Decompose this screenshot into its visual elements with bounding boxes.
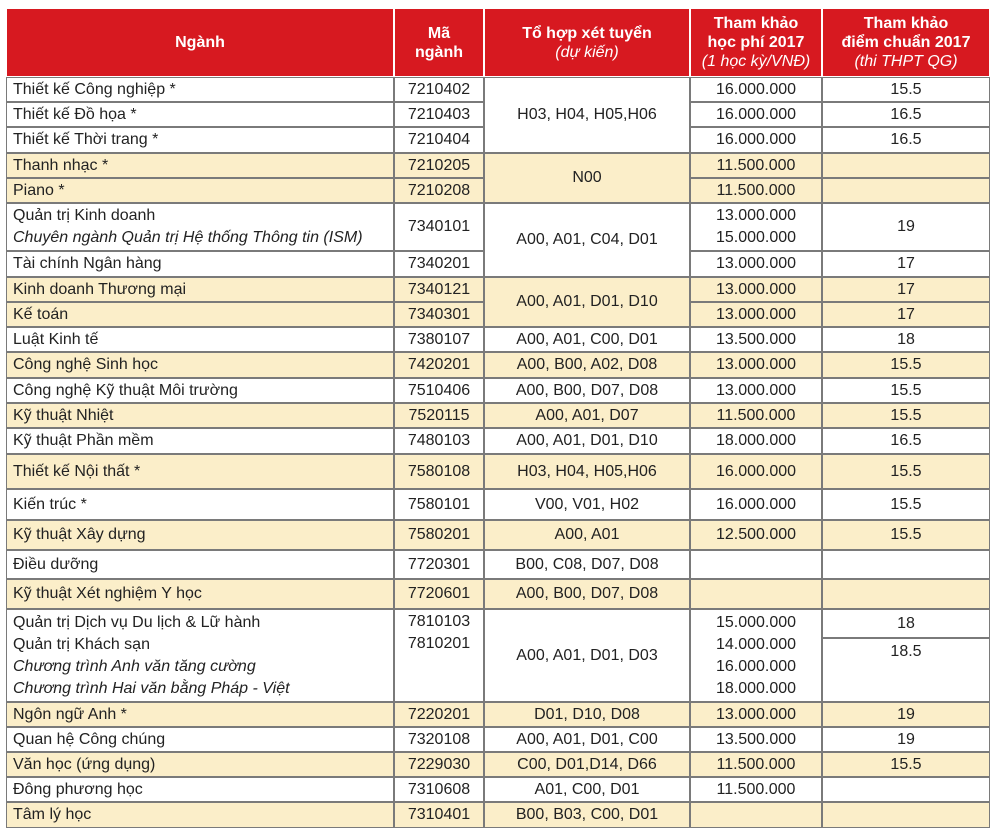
row-score-text: 15.5 bbox=[890, 406, 922, 424]
row-fee-text: 18.000.000 bbox=[715, 432, 797, 449]
table-row bbox=[6, 403, 394, 428]
row-combo bbox=[484, 327, 690, 352]
row-fee-text: 16.000.000 bbox=[715, 80, 797, 98]
row-name: Kế toán bbox=[13, 305, 69, 323]
table-row bbox=[6, 127, 394, 153]
row-name: Công nghệ Kỹ thuật Môi trường bbox=[13, 381, 238, 399]
row-fee bbox=[690, 802, 822, 828]
row-code-text: 7580108 bbox=[407, 462, 471, 480]
row-score-text: 18 bbox=[897, 614, 915, 632]
row-code-text: 7340201 bbox=[407, 255, 471, 272]
row-score-text: 15.5 bbox=[890, 80, 922, 98]
row-fee bbox=[690, 153, 822, 178]
row-name: Thiết kế Công nghiệp * bbox=[13, 80, 176, 98]
row-code bbox=[394, 777, 484, 802]
row-fee bbox=[690, 520, 822, 550]
row-code bbox=[394, 579, 484, 609]
row-fee-text: 11.500.000 bbox=[716, 780, 796, 798]
row-score bbox=[822, 327, 990, 352]
row-combo bbox=[484, 454, 690, 489]
table-row bbox=[6, 77, 394, 102]
row-name: Kỹ thuật Xây dựng bbox=[13, 526, 146, 543]
row-code bbox=[394, 403, 484, 428]
header-ma-line2: ngành bbox=[415, 43, 463, 61]
row-fee-text: 13.500.000 bbox=[715, 330, 797, 348]
row-code bbox=[394, 127, 484, 153]
row-score-text: 15.5 bbox=[890, 495, 922, 513]
row-fee-text: 16.000.000 bbox=[715, 495, 797, 513]
row-name: Tài chính Ngân hàng bbox=[13, 255, 162, 272]
row-fee bbox=[690, 127, 822, 153]
row-score bbox=[822, 403, 990, 428]
row-score-text: 16.5 bbox=[890, 432, 922, 449]
row-score bbox=[822, 550, 990, 579]
row-code-text: 7220201 bbox=[407, 705, 471, 723]
row-score-text: 16.5 bbox=[890, 131, 922, 148]
row-fee bbox=[690, 352, 822, 378]
row-name: Kỹ thuật Phần mềm bbox=[13, 432, 154, 449]
row-fee-text: 13.000.000 bbox=[715, 280, 797, 298]
row-combo-text: B00, B03, C00, D01 bbox=[515, 806, 659, 823]
row-code-text: 7810103 bbox=[407, 613, 471, 630]
row-fee-text: 13.000.000 bbox=[715, 705, 797, 723]
row-fee bbox=[690, 378, 822, 403]
row-score bbox=[822, 251, 990, 277]
row-score bbox=[822, 302, 990, 327]
row-combo-text: A00, A01, D07 bbox=[535, 406, 639, 424]
row-code-text: 7520115 bbox=[408, 406, 470, 424]
header-diem-line1: Tham khảo bbox=[863, 15, 949, 32]
row-combo bbox=[484, 579, 690, 609]
table-row bbox=[6, 752, 394, 777]
row-fee-text: 15.000.000 bbox=[715, 613, 797, 631]
combo-text: A00, A01, C04, D01 bbox=[516, 231, 658, 248]
combo-text: N00 bbox=[572, 169, 602, 186]
table-row bbox=[6, 102, 394, 127]
row-combo bbox=[484, 428, 690, 454]
row-name: Quan hệ Công chúng bbox=[13, 730, 166, 748]
admission-table bbox=[6, 8, 990, 822]
row-score-text: 17 bbox=[897, 255, 915, 272]
row-fee-text: 16.000.000 bbox=[715, 131, 797, 148]
row-fee bbox=[690, 77, 822, 102]
row-code bbox=[394, 352, 484, 378]
header-diem-chuan bbox=[822, 8, 990, 77]
row-fee-text: 11.500.000 bbox=[716, 181, 796, 199]
row-combo-text: A00, A01 bbox=[554, 526, 620, 543]
row-score-text: 19 bbox=[897, 218, 915, 235]
header-nganh-label: Ngành bbox=[175, 34, 225, 51]
header-hoc-phi bbox=[690, 8, 822, 77]
row-name: Thiết kế Đồ họa * bbox=[13, 105, 137, 123]
row-code-text: 7720601 bbox=[407, 585, 471, 602]
row-score bbox=[822, 203, 990, 251]
row-fee-text: 13.000.000 bbox=[715, 255, 797, 272]
row-code-text: 7310608 bbox=[407, 780, 471, 798]
row-code bbox=[394, 520, 484, 550]
row-name-4: Chương trình Hai văn bằng Pháp - Việt bbox=[13, 679, 290, 697]
row-code-text: 7480103 bbox=[407, 432, 471, 449]
table-row bbox=[6, 378, 394, 403]
row-name: Kiến trúc * bbox=[13, 495, 87, 513]
row-score bbox=[822, 579, 990, 609]
row-fee-text-3: 16.000.000 bbox=[715, 657, 797, 675]
row-code-text: 7380107 bbox=[407, 330, 471, 348]
table-row bbox=[6, 609, 394, 702]
table-row bbox=[6, 277, 394, 302]
row-combo-text: D01, D10, D08 bbox=[534, 705, 640, 723]
row-code bbox=[394, 550, 484, 579]
row-code bbox=[394, 489, 484, 520]
row-code bbox=[394, 378, 484, 403]
row-code bbox=[394, 153, 484, 178]
table-row bbox=[6, 454, 394, 489]
row-code bbox=[394, 609, 484, 702]
row-fee-text-2: 15.000.000 bbox=[715, 229, 797, 246]
row-combo-text: A00, A01, D01, C00 bbox=[516, 730, 658, 748]
row-combo bbox=[484, 378, 690, 403]
row-combo-text: A00, B00, D07, D08 bbox=[515, 381, 659, 399]
row-name: Tâm lý học bbox=[13, 806, 92, 823]
row-name: Kỹ thuật Xét nghiệm Y học bbox=[13, 585, 202, 602]
row-code-text: 7210208 bbox=[407, 181, 471, 199]
row-combo-text: B00, C08, D07, D08 bbox=[515, 555, 659, 573]
row-fee-text: 11.500.000 bbox=[716, 156, 796, 174]
row-combo-text: H03, H04, H05,H06 bbox=[517, 462, 657, 480]
row-combo bbox=[484, 352, 690, 378]
table-row bbox=[6, 727, 394, 752]
row-score bbox=[822, 277, 990, 302]
row-score-text: 15.5 bbox=[890, 526, 922, 543]
row-score-text-2: 18.5 bbox=[890, 643, 922, 660]
row-name: Điều dưỡng bbox=[13, 555, 99, 573]
row-combo bbox=[484, 489, 690, 520]
row-score bbox=[822, 802, 990, 828]
row-fee-text-4: 18.000.000 bbox=[715, 679, 797, 697]
row-score bbox=[822, 702, 990, 727]
row-fee-text: 11.500.000 bbox=[716, 406, 796, 424]
table-row bbox=[6, 203, 394, 251]
row-combo-text: A00, A01, D01, D03 bbox=[516, 646, 658, 664]
row-fee-text-2: 14.000.000 bbox=[715, 635, 797, 653]
table-row bbox=[6, 579, 394, 609]
row-code-text: 7510406 bbox=[407, 381, 471, 399]
row-fee bbox=[690, 550, 822, 579]
header-diem-sub: (thi THPT QG) bbox=[854, 53, 958, 70]
row-combo bbox=[484, 403, 690, 428]
table-row bbox=[6, 489, 394, 520]
row-fee-text: 13.000.000 bbox=[715, 207, 797, 224]
row-name: Kỹ thuật Nhiệt bbox=[13, 406, 114, 424]
row-score-text: 15.5 bbox=[890, 356, 922, 373]
row-code bbox=[394, 802, 484, 828]
row-score bbox=[822, 727, 990, 752]
row-name-2: Quản trị Khách sạn bbox=[13, 635, 150, 653]
row-fee-text: 16.000.000 bbox=[715, 462, 797, 480]
row-score bbox=[822, 127, 990, 153]
row-combo-text: A00, B00, A02, D08 bbox=[516, 356, 658, 373]
row-fee bbox=[690, 752, 822, 777]
row-code bbox=[394, 454, 484, 489]
row-combo bbox=[484, 550, 690, 579]
row-fee bbox=[690, 102, 822, 127]
row-combo bbox=[484, 752, 690, 777]
row-score bbox=[822, 609, 990, 638]
row-combo-text: A00, A01, C00, D01 bbox=[516, 330, 658, 348]
header-ma-line1: Mã bbox=[427, 24, 451, 42]
row-fee bbox=[690, 609, 822, 702]
row-combo bbox=[484, 777, 690, 802]
table-row bbox=[6, 777, 394, 802]
row-code-text: 7210205 bbox=[407, 156, 471, 174]
row-name: Luật Kinh tế bbox=[13, 330, 99, 348]
row-score bbox=[822, 454, 990, 489]
row-score bbox=[822, 520, 990, 550]
table-row bbox=[6, 550, 394, 579]
row-code-text: 7580101 bbox=[407, 495, 471, 513]
row-fee bbox=[690, 454, 822, 489]
row-fee-text: 13.000.000 bbox=[715, 356, 797, 373]
row-fee bbox=[690, 428, 822, 454]
row-score bbox=[822, 489, 990, 520]
table-row bbox=[6, 302, 394, 327]
row-code bbox=[394, 203, 484, 251]
table-row bbox=[6, 802, 394, 828]
row-fee bbox=[690, 727, 822, 752]
row-fee bbox=[690, 302, 822, 327]
row-fee-text: 13.000.000 bbox=[715, 305, 797, 323]
row-score bbox=[822, 378, 990, 403]
row-name: Văn học (ứng dụng) bbox=[13, 755, 156, 773]
row-name: Công nghệ Sinh học bbox=[13, 356, 158, 373]
header-hoc-phi-line2: học phí 2017 bbox=[707, 34, 805, 51]
row-code bbox=[394, 178, 484, 203]
row-name-3: Chương trình Anh văn tăng cường bbox=[13, 657, 256, 675]
header-hoc-phi-line1: Tham khảo bbox=[713, 15, 799, 32]
row-code bbox=[394, 428, 484, 454]
row-name: Quản trị Kinh doanh bbox=[13, 207, 156, 224]
header-diem-line2: điểm chuẩn 2017 bbox=[841, 34, 971, 51]
row-code bbox=[394, 727, 484, 752]
row-combo bbox=[484, 520, 690, 550]
row-score-text: 15.5 bbox=[890, 381, 922, 399]
row-code-text: 7310401 bbox=[407, 806, 471, 823]
header-nganh bbox=[6, 8, 394, 77]
table-row bbox=[6, 428, 394, 454]
row-name: Quản trị Dịch vụ Du lịch & Lữ hành bbox=[13, 613, 261, 631]
row-code-text: 7340301 bbox=[407, 305, 471, 323]
table-row bbox=[6, 327, 394, 352]
row-fee bbox=[690, 178, 822, 203]
row-name-sub: Chuyên ngành Quản trị Hệ thống Thông tin (ISM) bbox=[13, 229, 363, 246]
row-fee-text: 13.000.000 bbox=[715, 381, 797, 399]
row-code-text: 7210402 bbox=[407, 80, 471, 98]
row-fee bbox=[690, 489, 822, 520]
row-code bbox=[394, 102, 484, 127]
row-combo-text: A00, A01, D01, D10 bbox=[516, 432, 658, 449]
row-code bbox=[394, 327, 484, 352]
header-to-hop bbox=[484, 8, 690, 77]
combo-business-merged bbox=[484, 203, 690, 277]
row-score bbox=[822, 153, 990, 178]
row-score bbox=[822, 777, 990, 802]
table-row bbox=[6, 178, 394, 203]
row-combo bbox=[484, 727, 690, 752]
row-combo-text: C00, D01,D14, D66 bbox=[517, 755, 657, 773]
table-row bbox=[6, 352, 394, 378]
row-code bbox=[394, 251, 484, 277]
row-code-text: 7580201 bbox=[407, 526, 471, 543]
row-score-text: 16.5 bbox=[890, 105, 922, 123]
row-score-2 bbox=[822, 638, 990, 702]
row-fee bbox=[690, 579, 822, 609]
row-combo bbox=[484, 609, 690, 702]
row-code-text: 7420201 bbox=[407, 356, 471, 373]
row-fee bbox=[690, 277, 822, 302]
table-row bbox=[6, 520, 394, 550]
row-code-text: 7210403 bbox=[407, 105, 471, 123]
row-score-text: 17 bbox=[897, 280, 915, 298]
row-fee bbox=[690, 702, 822, 727]
header-to-hop-label: Tổ hợp xét tuyển bbox=[522, 24, 652, 42]
combo-music-merged bbox=[484, 153, 690, 203]
row-score bbox=[822, 352, 990, 378]
row-combo-text: A01, C00, D01 bbox=[534, 780, 640, 798]
combo-design-merged bbox=[484, 77, 690, 153]
row-fee bbox=[690, 203, 822, 251]
row-name: Thanh nhạc * bbox=[13, 156, 109, 174]
row-code bbox=[394, 77, 484, 102]
row-combo bbox=[484, 802, 690, 828]
row-code-text: 7340101 bbox=[407, 218, 471, 235]
row-code-text-2: 7810201 bbox=[407, 635, 471, 652]
row-fee-text: 13.500.000 bbox=[715, 730, 797, 748]
row-name: Thiết kế Nội thất * bbox=[13, 462, 141, 480]
row-name: Thiết kế Thời trang * bbox=[13, 131, 159, 148]
row-name: Ngôn ngữ Anh * bbox=[13, 705, 127, 723]
row-code-text: 7340121 bbox=[407, 280, 471, 298]
row-score bbox=[822, 752, 990, 777]
combo-text: A00, A01, D01, D10 bbox=[516, 293, 658, 310]
row-name: Kinh doanh Thương mại bbox=[13, 280, 187, 298]
row-score bbox=[822, 102, 990, 127]
row-code-text: 7320108 bbox=[407, 730, 471, 748]
row-score-text: 18 bbox=[897, 330, 915, 348]
row-score-text: 17 bbox=[897, 305, 915, 323]
row-code bbox=[394, 302, 484, 327]
header-hoc-phi-sub: (1 học kỳ/VNĐ) bbox=[701, 53, 811, 70]
row-score bbox=[822, 178, 990, 203]
row-score-text: 19 bbox=[897, 730, 915, 748]
row-name: Đông phương học bbox=[13, 780, 143, 798]
row-fee bbox=[690, 403, 822, 428]
row-score-text: 19 bbox=[897, 705, 915, 723]
row-code-text: 7210404 bbox=[407, 131, 471, 148]
row-combo-text: V00, V01, H02 bbox=[534, 495, 640, 513]
row-combo-text: A00, B00, D07, D08 bbox=[515, 585, 659, 602]
row-code bbox=[394, 752, 484, 777]
row-code bbox=[394, 702, 484, 727]
row-fee bbox=[690, 777, 822, 802]
header-to-hop-sub: (dự kiến) bbox=[555, 43, 619, 61]
row-score bbox=[822, 428, 990, 454]
row-fee-text: 12.500.000 bbox=[715, 526, 797, 543]
table-row bbox=[6, 251, 394, 277]
row-combo bbox=[484, 702, 690, 727]
table-row bbox=[6, 153, 394, 178]
row-name: Piano * bbox=[13, 181, 65, 199]
row-score-text: 15.5 bbox=[890, 462, 922, 480]
combo-trade-merged bbox=[484, 277, 690, 327]
header-ma-nganh bbox=[394, 8, 484, 77]
row-fee bbox=[690, 327, 822, 352]
row-score-text: 15.5 bbox=[890, 755, 922, 773]
row-fee-text: 11.500.000 bbox=[716, 755, 796, 773]
row-fee bbox=[690, 251, 822, 277]
row-code-text: 7720301 bbox=[407, 555, 471, 573]
row-fee-text: 16.000.000 bbox=[715, 105, 797, 123]
row-code-text: 7229030 bbox=[407, 755, 471, 773]
row-score bbox=[822, 77, 990, 102]
row-code bbox=[394, 277, 484, 302]
table-row bbox=[6, 702, 394, 727]
combo-text: H03, H04, H05,H06 bbox=[517, 106, 657, 123]
